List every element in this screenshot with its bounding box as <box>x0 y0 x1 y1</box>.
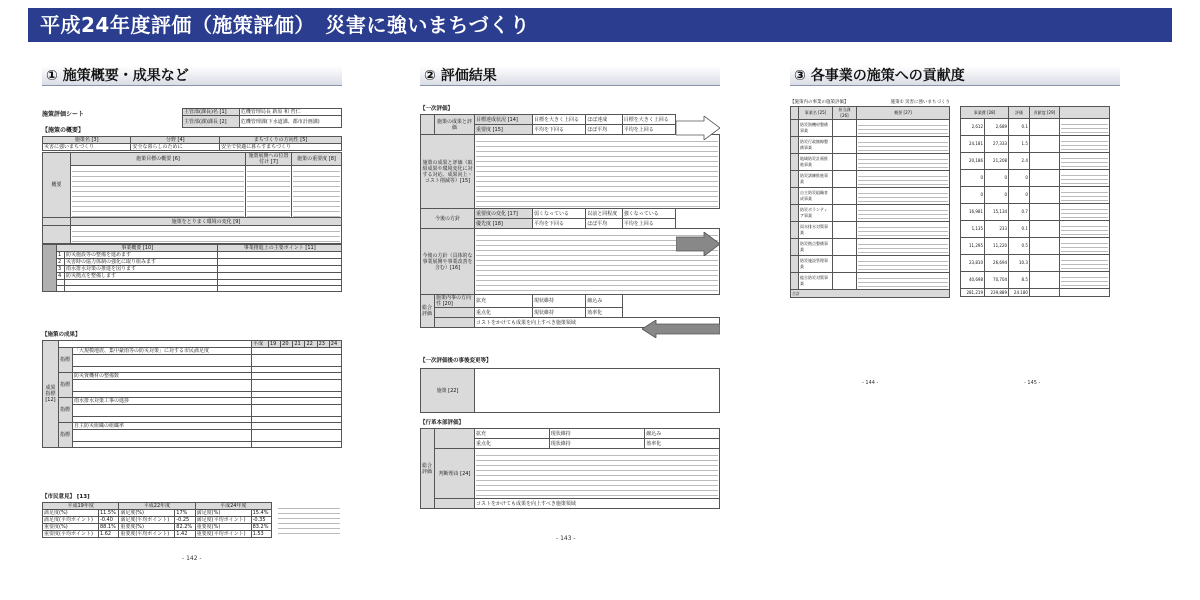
cost-cell: 満足度(平均ポイント) <box>195 517 251 524</box>
meta-val: 安全な暮らしのために <box>131 144 220 151</box>
project-dept <box>833 239 857 256</box>
page-title: 平成24年度評価（施策評価） 災害に強いまちづくり <box>28 8 1172 42</box>
total-row <box>791 290 950 298</box>
contribution-value <box>1029 238 1059 255</box>
project-dept <box>833 188 857 205</box>
cost-value: 11,295 <box>961 238 985 255</box>
citizen-table <box>42 502 272 538</box>
table-row <box>791 154 950 171</box>
goal-table <box>42 152 342 244</box>
table-row <box>791 256 950 273</box>
cost-value: 233 <box>985 221 1009 238</box>
contribution-value <box>1029 187 1059 204</box>
option: 重点化 <box>475 439 550 449</box>
project-dept <box>833 137 857 154</box>
project-name: 防災資機材整備事業 <box>799 120 833 137</box>
project-dept <box>833 273 857 290</box>
cost-value: 40,698 <box>961 272 985 289</box>
eval-value: 0 <box>1009 170 1030 187</box>
cost-value: 70,704 <box>985 272 1009 289</box>
option: 現状維持 <box>549 439 644 449</box>
year-cell: 19 <box>269 341 281 348</box>
cost-cell: 重要度(%) <box>119 524 175 531</box>
project-dept <box>833 171 857 188</box>
indicator-name: 自主防災組織の組織率 <box>73 423 252 430</box>
cost-cell: 15.4% <box>251 510 271 517</box>
row-label: 今後の方針（具体的な事業展開や事業改善を含む）[16] <box>421 229 475 295</box>
admin-eval-label: 【行革本部評価】 <box>420 420 465 426</box>
meta-col: まちづくりの方向性 [5] <box>220 137 342 144</box>
option: 現状維持 <box>533 308 586 318</box>
cost-value: 11,220 <box>985 238 1009 255</box>
indicator-label: 指標 <box>59 348 73 373</box>
meta-val: 安全で快適に暮らすまちづくり <box>220 144 342 151</box>
contribution-value <box>1029 153 1059 170</box>
cost-col: 平成19年度 <box>43 503 119 510</box>
cost-cell: 重要度(平均ポイント) <box>43 531 99 538</box>
header-cell: 危機管理課(下水道課、都市計画課) <box>239 116 341 128</box>
meta-table <box>42 136 342 151</box>
contribution-value <box>1029 170 1059 187</box>
cost-cell: 満足度(平均ポイント) <box>43 517 99 524</box>
section-header-evaluation: ② 評価結果 <box>420 66 720 86</box>
total-label: 合計 <box>791 290 950 298</box>
sheet3-title: 【施策内の事業の施策評価】 <box>790 100 849 105</box>
cost-value: 0 <box>985 170 1009 187</box>
project-desc <box>857 273 950 290</box>
option: 縮込み <box>586 295 623 308</box>
cost-cell: 満足度(平均ポイント) <box>119 517 175 524</box>
option: 以前と同程度 <box>586 209 623 219</box>
project-desc <box>857 239 950 256</box>
cost-cell: 17% <box>175 510 195 517</box>
table-row <box>791 239 950 256</box>
note <box>1060 119 1110 136</box>
contribution-value <box>1029 136 1059 153</box>
note <box>1060 238 1110 255</box>
col-head: 事業費 [28] <box>961 107 1009 119</box>
projects-head: 事業推進上の主要ポイント [11] <box>218 245 342 252</box>
eval-value: 0.7 <box>1009 204 1030 221</box>
option: 現状維持 <box>533 295 586 308</box>
eval-value: 0.1 <box>1009 119 1030 136</box>
text-block <box>278 504 340 534</box>
cost-value: 16,981 <box>961 204 985 221</box>
year-cell: 22 <box>305 341 317 348</box>
total-value: 24.180 <box>1009 289 1030 297</box>
opt-label: 重要度の変化 [17] <box>475 209 533 219</box>
cost-cell: 1.42 <box>175 531 195 538</box>
option: 拡充 <box>475 295 533 308</box>
option: 現状維持 <box>549 429 644 439</box>
cost-value: 27,333 <box>985 136 1009 153</box>
results-label: 【施策の成果】 <box>42 332 81 338</box>
option: 目標を大きく上回る <box>622 115 675 125</box>
contribution-value <box>1029 119 1059 136</box>
cost-cell: 11.5% <box>98 510 118 517</box>
year-cell: 24 <box>329 341 341 348</box>
cost-cell: -0.40 <box>98 517 118 524</box>
project-item: 災害時の協力体制の強化に取り組みます <box>65 259 218 266</box>
table-row <box>961 136 1110 153</box>
project-desc <box>857 154 950 171</box>
eval-value: 1.5 <box>1009 136 1030 153</box>
text-block <box>293 167 340 217</box>
table-row <box>791 188 950 205</box>
project-desc <box>857 205 950 222</box>
project-desc <box>857 256 950 273</box>
change-table <box>420 368 720 413</box>
cost-table <box>960 106 1110 297</box>
eval-value: 2.4 <box>1009 153 1030 170</box>
indicator-label: 指標 <box>59 373 73 398</box>
page-number: - 144 - <box>862 380 879 386</box>
header-table <box>182 108 342 128</box>
year-cell: 20 <box>281 341 293 348</box>
table-row <box>791 222 950 239</box>
project-dept <box>833 222 857 239</box>
option: 効率化 <box>645 439 720 449</box>
eval-value: 10.3 <box>1009 255 1030 272</box>
year-cell: 23 <box>317 341 329 348</box>
project-table <box>790 106 950 298</box>
table-row <box>961 204 1110 221</box>
table-row <box>961 255 1110 272</box>
table-row <box>961 221 1110 238</box>
indicator-label: 指標 <box>59 423 73 448</box>
option: 拡充 <box>475 429 550 439</box>
project-desc <box>857 222 950 239</box>
admin-eval-table <box>420 428 720 509</box>
option: 目標を大きく上回る <box>533 115 586 125</box>
project-contribution-sheet <box>790 100 950 386</box>
cost-cell: 重要度(%) <box>195 524 251 531</box>
cost-value: 0 <box>985 187 1009 204</box>
cost-note: コストをかけても成果を向上すべき施策領域 <box>475 499 720 509</box>
text-block <box>476 137 718 207</box>
text-block <box>476 451 718 497</box>
project-item: 雨水排水対策の推進を図ります <box>65 266 218 273</box>
row-label: 施策の成果と評価 <box>435 115 475 135</box>
first-eval-after-label: 【一次評価後の事後変更等】 <box>420 358 492 364</box>
table-row <box>791 171 950 188</box>
cost-cell: 満足度(%) <box>119 510 175 517</box>
note <box>1060 187 1110 204</box>
section-header-contribution: ③ 各事業の施策への貢献度 <box>790 66 1120 86</box>
cost-cell: 82.2% <box>175 524 195 531</box>
cost-value: 23,810 <box>961 255 985 272</box>
note <box>1060 136 1110 153</box>
cost-cell: 83.2% <box>251 524 271 531</box>
cost-cell: -0.35 <box>251 517 271 524</box>
admin-label: 総合評価 <box>421 429 435 509</box>
note <box>1060 221 1110 238</box>
contribution-value <box>1029 204 1059 221</box>
cost-value: 21,208 <box>985 153 1009 170</box>
row-label: 総合評価 <box>421 295 435 328</box>
header-cell: 危機管理局長 新原 和 哲仁 <box>239 109 341 116</box>
project-desc <box>857 171 950 188</box>
cost-cell: 重要度(平均ポイント) <box>195 531 251 538</box>
meta-col: 施策名 [3] <box>43 137 131 144</box>
first-eval-label: 【一次評価】 <box>420 106 454 112</box>
cost-cell: -0.25 <box>175 517 195 524</box>
cost-cell: 1.62 <box>98 531 118 538</box>
option: 平均を下回る <box>533 219 586 229</box>
indicator-name: 防災資機材の整備数 <box>73 373 252 380</box>
year-cell: 平成 <box>252 341 269 348</box>
row-label: 今後の方針 <box>421 209 475 229</box>
row-label: 施策内事の方向性 [20] <box>435 295 475 308</box>
table-row <box>791 137 950 154</box>
table-row <box>961 170 1110 187</box>
note <box>1060 204 1110 221</box>
project-desc <box>857 120 950 137</box>
option: 強くなっている <box>622 209 675 219</box>
header-cell: 主管部(課長)名 [1] <box>183 109 240 116</box>
side-label: 成果指標 [12] <box>43 341 59 448</box>
cost-value: 0 <box>961 170 985 187</box>
eval-value: 0 <box>1009 187 1030 204</box>
note <box>1060 272 1110 289</box>
cost-value: 26,694 <box>985 255 1009 272</box>
option: 縮込み <box>645 429 720 439</box>
goal-head: 施策目標の概要 [6] <box>71 153 246 166</box>
goal-head: 施策展開への位置付け [7] <box>246 153 292 166</box>
table-row <box>791 120 950 137</box>
sheet3-title-right: 施策① 災害に強いまちづくり <box>890 100 950 105</box>
table-row <box>961 272 1110 289</box>
evaluation-sheet <box>420 96 720 546</box>
text-block <box>247 167 290 217</box>
total-row <box>961 289 1110 297</box>
cost-value: 0 <box>961 187 985 204</box>
option: 平均を下回る <box>533 125 586 135</box>
cost-value: 24,181 <box>961 136 985 153</box>
project-name: 防災行政無線整備事業 <box>799 137 833 154</box>
total-value: 239,889 <box>985 289 1009 297</box>
note <box>1060 170 1110 187</box>
cost-value: 2,689 <box>985 119 1009 136</box>
cost-value: 15,134 <box>985 204 1009 221</box>
table-row <box>791 273 950 290</box>
cost-note: コストをかけても成果を向上すべき施策領域 <box>475 318 720 328</box>
results-table <box>42 340 342 448</box>
note <box>1060 255 1110 272</box>
cost-cell: 重要度(%) <box>43 524 99 531</box>
project-item: 防災拠点を整備します <box>65 273 218 280</box>
meta-col: 分野 [4] <box>131 137 220 144</box>
side-label: 概要 <box>43 153 71 218</box>
project-name: 自主防災組織育成事業 <box>799 188 833 205</box>
admin-note-label: 判断理由 [24] <box>435 449 475 499</box>
change-label: 施策 [22] <box>421 369 475 413</box>
note <box>1060 153 1110 170</box>
opt-label: 優先度 [18] <box>475 219 533 229</box>
cost-col: 平成22年度 <box>119 503 195 510</box>
arrow-right-filled-icon <box>676 232 720 256</box>
opt-label: 目標達成状況 [14] <box>475 115 533 125</box>
text-block <box>72 227 340 243</box>
project-dept <box>833 256 857 273</box>
page-number: - 143 - <box>556 535 576 542</box>
cost-value: 1,135 <box>961 221 985 238</box>
col-head: 概要 [27] <box>857 107 950 120</box>
arrow-right-icon <box>676 116 720 140</box>
cost-col: 平成24年度 <box>195 503 271 510</box>
table-row <box>961 238 1110 255</box>
table-row <box>961 119 1110 136</box>
row-label: 施策の成果と評価（取組成果や環境変化に対する対応、成果向上・コスト削減等）[15] <box>421 135 475 209</box>
meta-val: 災害に強いまちづくり <box>43 144 131 151</box>
goal-head: 施策の重要度 [8] <box>292 153 342 166</box>
cost-cell: 88.1% <box>98 524 118 531</box>
indicator-label: 指標 <box>59 398 73 423</box>
project-dept <box>833 205 857 222</box>
project-cost-sheet <box>960 100 1110 386</box>
eval-value: 0.1 <box>1009 221 1030 238</box>
cost-value: 2,612 <box>961 119 985 136</box>
project-name: 総合防災対策事業 <box>799 273 833 290</box>
project-name: 地域防災計画推進事業 <box>799 154 833 171</box>
page-number: - 142 - <box>182 555 202 562</box>
option: 弱くなっている <box>533 209 586 219</box>
project-dept <box>833 154 857 171</box>
project-desc <box>857 137 950 154</box>
section-header-overview: ① 施策概要・成果など <box>42 66 342 86</box>
table-row <box>961 187 1110 204</box>
project-name: 防災拠点整備事業 <box>799 239 833 256</box>
col-head: 担当課 [26] <box>833 107 857 120</box>
option: 平均を上回る <box>622 219 675 229</box>
project-table: 事業概要 [10] 事業推進上の主要ポイント [11] 1 防災施設等の整備を進めます 2 災害時の協力体制の強化に取り組みます 3 雨水排水対策の推進を図ります 4 防災拠点を整備します <box>42 244 342 292</box>
sheet-title: 施策評価シート <box>42 111 85 118</box>
table-row <box>961 153 1110 170</box>
projects-head: 事業概要 [10] <box>57 245 218 252</box>
eval-value: 0.5 <box>1009 238 1030 255</box>
contribution-value <box>1029 255 1059 272</box>
first-eval-table <box>420 114 720 328</box>
table-row <box>791 205 950 222</box>
option: 平均を上回る <box>622 125 675 135</box>
contribution-value <box>1029 221 1059 238</box>
project-name: 防災ボランティア事業 <box>799 205 833 222</box>
option: ほぼ平均 <box>586 219 623 229</box>
change-head: 施策をとりまく環境の変化 [9] <box>71 218 342 226</box>
cost-value: 20,186 <box>961 153 985 170</box>
option: ほぼ達成 <box>586 115 623 125</box>
cost-cell: 1.53 <box>251 531 271 538</box>
contribution-value <box>1029 272 1059 289</box>
page-number: - 145 - <box>1024 380 1041 386</box>
cost-cell: 満足度(%) <box>43 510 99 517</box>
project-item: 防災施設等の整備を進めます <box>65 252 218 259</box>
option: ほぼ平均 <box>586 125 623 135</box>
option: 重点化 <box>475 308 533 318</box>
text-block <box>72 167 244 217</box>
col-head: 貢献度 [29] <box>1029 107 1059 119</box>
cost-cell: 満足度(%) <box>195 510 251 517</box>
project-desc <box>857 188 950 205</box>
project-name: 防災施設管理事業 <box>799 256 833 273</box>
arrow-left-filled-icon <box>642 320 720 338</box>
project-dept <box>833 120 857 137</box>
opt-label: 重要度 [15] <box>475 125 533 135</box>
year-cell: 21 <box>293 341 305 348</box>
total-value: 281,219 <box>961 289 985 297</box>
eval-value: 8.5 <box>1009 272 1030 289</box>
option: 効率化 <box>586 308 623 318</box>
policy-evaluation-sheet <box>42 96 342 566</box>
col-head: 事業名 [25] <box>799 107 833 120</box>
cost-label: 【市民意見】 [13] <box>42 494 90 500</box>
col-head: 評価 <box>1009 107 1030 119</box>
overview-label: 【施策の概要】 <box>42 127 85 134</box>
indicator-name: 「大規模地震、集中豪雨等の防災対策」に対する市民満足度 <box>73 348 252 355</box>
cost-cell: 重要度(平均ポイント) <box>119 531 175 538</box>
indicator-name: 雨水排水対策工事の進捗 <box>73 398 252 405</box>
header-cell: 主管部(課)課長 [2] <box>183 116 240 128</box>
project-name: 防災訓練推進事業 <box>799 171 833 188</box>
project-name: 雨水排水対策事業 <box>799 222 833 239</box>
